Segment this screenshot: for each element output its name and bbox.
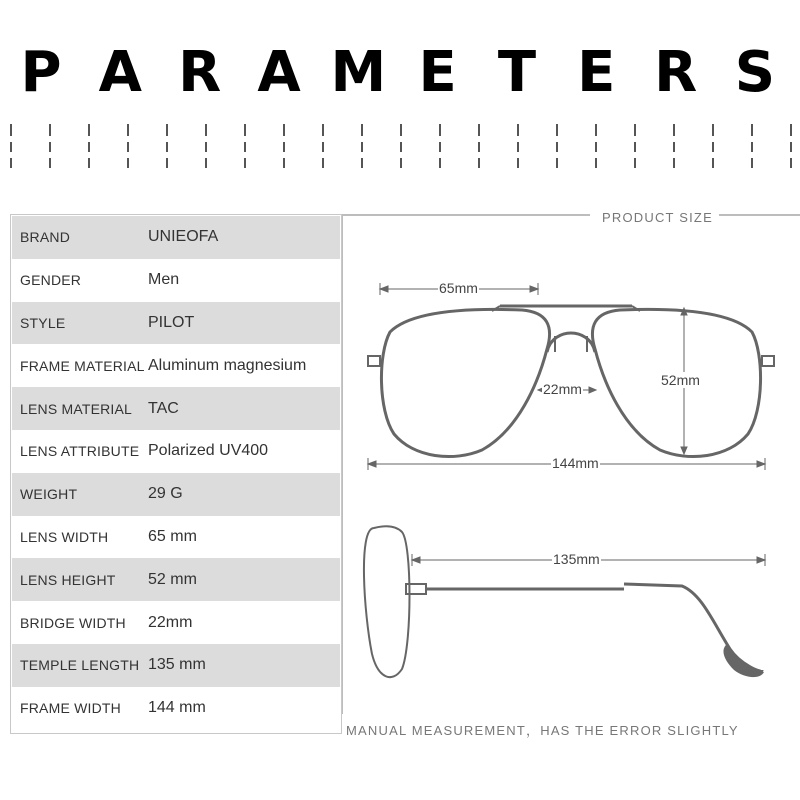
table-row: [12, 473, 340, 516]
row-value: TAC: [148, 399, 179, 417]
tick-mark: [517, 158, 519, 168]
tick-mark: [439, 142, 441, 152]
title-letter: E: [577, 40, 616, 105]
row-value: 22mm: [148, 613, 193, 631]
tick-mark: [712, 158, 714, 168]
row-key: STYLE: [20, 314, 66, 331]
tick-mark: [556, 124, 558, 136]
title-letter: A: [257, 40, 301, 105]
table-row: [12, 516, 340, 559]
frame-width-label: 144mm: [552, 455, 599, 471]
table-row: [12, 216, 340, 259]
parameters-table: [10, 214, 342, 734]
decorative-ticks: [0, 120, 800, 180]
tick-mark: [88, 142, 90, 152]
row-key: LENS MATERIAL: [20, 400, 133, 417]
lens-width-label: 65mm: [439, 280, 478, 296]
row-key: WEIGHT: [20, 486, 78, 503]
product-size-diagram: [342, 210, 800, 754]
tick-mark: [790, 158, 792, 168]
tick-mark: [205, 158, 207, 168]
tick-mark: [166, 158, 168, 168]
tick-mark: [361, 158, 363, 168]
row-key: LENS ATTRIBUTE: [20, 443, 140, 460]
tick-mark: [361, 142, 363, 152]
tick-mark: [322, 142, 324, 152]
table-row: [12, 687, 340, 730]
tick-mark: [205, 142, 207, 152]
title-letter: E: [418, 40, 457, 105]
tick-mark: [10, 124, 12, 136]
tick-mark: [127, 142, 129, 152]
tick-mark: [322, 158, 324, 168]
bridge-width-label: 22mm: [543, 381, 582, 397]
tick-mark: [673, 158, 675, 168]
row-key: FRAME WIDTH: [20, 700, 121, 717]
row-value: Polarized UV400: [148, 442, 269, 460]
tick-mark: [244, 158, 246, 168]
tick-mark: [205, 124, 207, 136]
tick-mark: [673, 142, 675, 152]
row-key: BRAND: [20, 229, 71, 246]
tick-mark: [751, 142, 753, 152]
tick-mark: [49, 124, 51, 136]
tick-mark: [361, 124, 363, 136]
tick-mark: [166, 124, 168, 136]
row-key: TEMPLE LENGTH: [20, 657, 140, 674]
row-key: BRIDGE WIDTH: [20, 614, 126, 631]
row-key: FRAME MATERIAL: [20, 357, 145, 374]
tick-mark: [244, 124, 246, 136]
tick-mark: [595, 124, 597, 136]
tick-mark: [166, 142, 168, 152]
tick-mark: [478, 158, 480, 168]
tick-mark: [400, 142, 402, 152]
tick-mark: [478, 142, 480, 152]
tick-mark: [712, 124, 714, 136]
glasses-side-view: [364, 526, 762, 677]
tick-mark: [634, 158, 636, 168]
table-row: [12, 344, 340, 387]
tick-mark: [322, 124, 324, 136]
row-key: GENDER: [20, 272, 82, 289]
tick-mark: [49, 142, 51, 152]
table-row: [12, 302, 340, 345]
tick-mark: [244, 142, 246, 152]
tick-mark: [88, 124, 90, 136]
temple-tip: [723, 644, 764, 677]
title-letter: S: [734, 40, 776, 105]
tick-mark: [283, 142, 285, 152]
tick-mark: [595, 142, 597, 152]
table-row: [12, 387, 340, 430]
tick-mark: [751, 158, 753, 168]
row-key: LENS WIDTH: [20, 528, 109, 545]
row-value: PILOT: [148, 313, 195, 331]
tick-mark: [712, 142, 714, 152]
tick-mark: [595, 158, 597, 168]
temple-length-label: 135mm: [553, 551, 600, 567]
product-size-label: PRODUCT SIZE: [596, 210, 719, 225]
tick-mark: [10, 142, 12, 152]
tick-mark: [751, 124, 753, 136]
row-value: 65 mm: [148, 527, 197, 545]
lens-height-label: 52mm: [661, 372, 700, 388]
table-row: [12, 430, 340, 473]
tick-mark: [400, 124, 402, 136]
tick-mark: [556, 142, 558, 152]
tick-mark: [49, 158, 51, 168]
row-value: 144 mm: [148, 699, 206, 717]
measurement-note: MANUAL MEASUREMENT，HAS THE ERROR SLIGHTLY: [346, 723, 739, 738]
tick-mark: [634, 142, 636, 152]
tick-mark: [673, 124, 675, 136]
title-letter: R: [654, 40, 698, 105]
table-row: [12, 259, 340, 302]
tick-mark: [634, 124, 636, 136]
tick-mark: [127, 124, 129, 136]
tick-mark: [478, 124, 480, 136]
tick-mark: [439, 158, 441, 168]
row-value: Men: [148, 271, 180, 289]
title-letter: R: [178, 40, 222, 105]
row-key: LENS HEIGHT: [20, 571, 116, 588]
title-letter: A: [98, 40, 142, 105]
row-value: 135 mm: [148, 656, 206, 674]
dimension-lines-front: [368, 283, 765, 470]
table-row: [12, 558, 340, 601]
tick-mark: [88, 158, 90, 168]
diagram-frame: [342, 214, 800, 754]
tick-mark: [400, 158, 402, 168]
row-value: Aluminum magnesium: [148, 356, 307, 374]
title-letter: M: [330, 40, 387, 105]
row-value: UNIEOFA: [148, 228, 219, 246]
page-title: [0, 38, 800, 108]
tick-mark: [127, 158, 129, 168]
tick-mark: [283, 158, 285, 168]
table-row: [12, 644, 340, 687]
tick-mark: [517, 142, 519, 152]
tick-mark: [517, 124, 519, 136]
title-letter: T: [497, 40, 537, 105]
row-value: 52 mm: [148, 570, 197, 588]
tick-mark: [10, 158, 12, 168]
tick-mark: [439, 124, 441, 136]
tick-mark: [556, 158, 558, 168]
table-row: [12, 601, 340, 644]
row-value: 29 G: [148, 485, 183, 503]
title-letter: P: [20, 40, 62, 105]
tick-mark: [790, 142, 792, 152]
tick-mark: [790, 124, 792, 136]
tick-mark: [283, 124, 285, 136]
